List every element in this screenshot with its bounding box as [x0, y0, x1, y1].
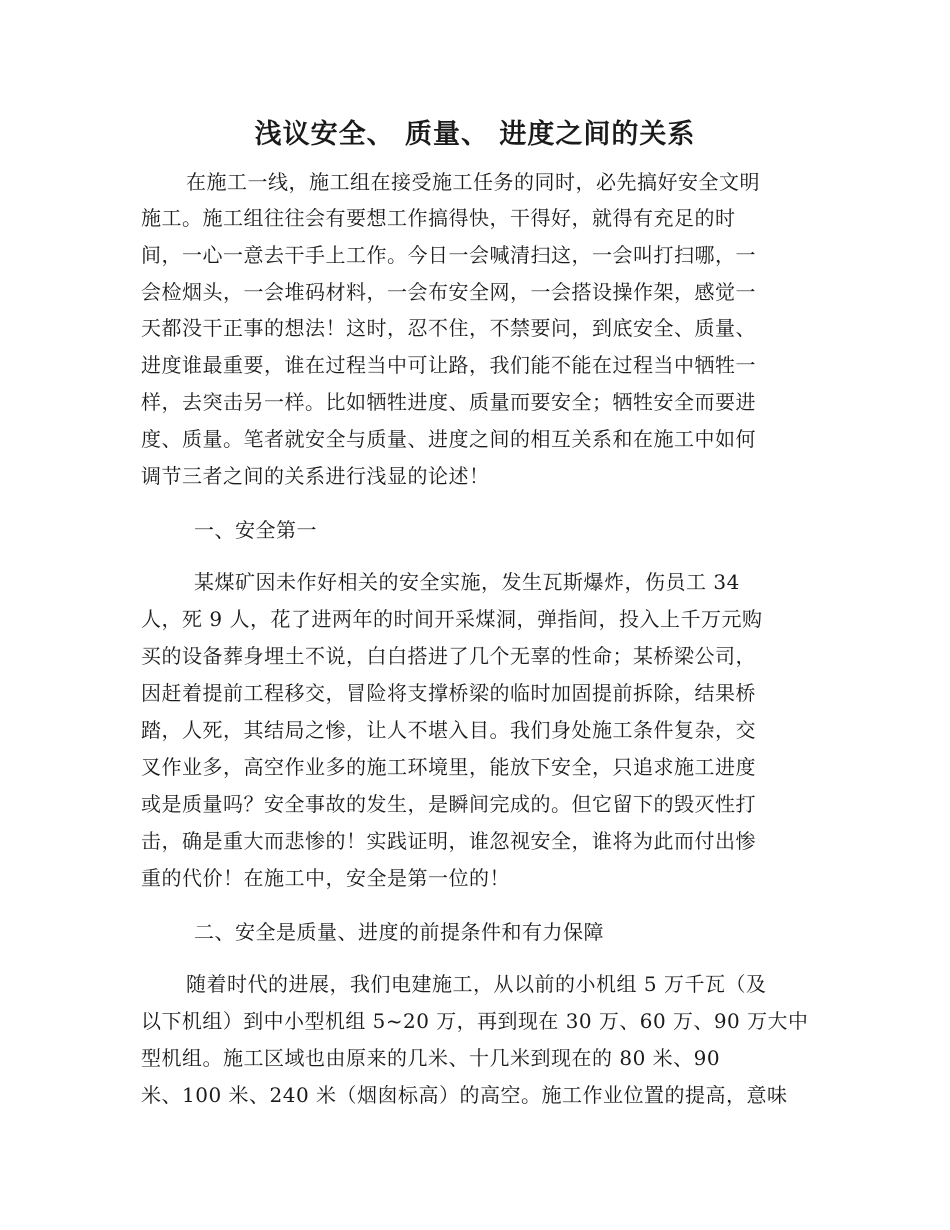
paragraph-2-line: 叉作业多，高空作业多的施工环境里，能放下安全，只追求施工进度 — [141, 755, 756, 779]
paragraph-2-line: 重的代价！在施工中，安全是第一位的！ — [141, 866, 510, 890]
paragraph-1-line: 会检烟头，一会堆码材料，一会布安全网，一会搭设操作架，感觉一 — [141, 280, 756, 304]
paragraph-2-line: 某煤矿因未作好相关的安全实施，发生瓦斯爆炸，伤员工 34 — [194, 570, 740, 594]
paragraph-2-line: 人，死 9 人，花了进两年的时间开采煤洞，弹指间，投入上千万元购 — [141, 607, 763, 631]
paragraph-3-line: 以下机组）到中小型机组 5~20 万，再到现在 30 万、60 万、90 万大中 — [141, 1009, 809, 1033]
paragraph-3-line: 米、100 米、240 米（烟囱标高）的高空。施工作业位置的提高，意味 — [141, 1083, 788, 1107]
paragraph-1-line: 天都没干正事的想法！这时，忍不住，不禁要问，到底安全、质量、 — [141, 316, 756, 340]
section-heading-2: 二、安全是质量、进度的前提条件和有力保障 — [194, 920, 604, 944]
paragraph-2-line: 击，确是重大而悲惨的！实践证明，谁忽视安全，谁将为此而付出惨 — [141, 829, 756, 853]
paragraph-1-line: 在施工一线，施工组在接受施工任务的同时，必先搞好安全文明 — [186, 170, 760, 194]
section-heading-1: 一、安全第一 — [194, 518, 317, 542]
paragraph-1-line: 度、质量。笔者就安全与质量、进度之间的相互关系和在施工中如何 — [141, 427, 756, 451]
paragraph-1-line: 间，一心一意去干手上工作。今日一会喊清扫这，一会叫打扫哪，一 — [141, 243, 756, 267]
paragraph-2-line: 买的设备葬身埋土不说，白白搭进了几个无辜的性命；某桥梁公司， — [141, 644, 756, 668]
paragraph-1-line: 调节三者之间的关系进行浅显的论述！ — [141, 464, 490, 488]
paragraph-2-line: 或是质量吗？安全事故的发生，是瞬间完成的。但它留下的毁灭性打 — [141, 792, 756, 816]
paragraph-1-line: 样，去突击另一样。比如牺牲进度、质量而要安全；牺牲安全而要进 — [141, 390, 756, 414]
document-title: 浅议安全、 质量、 进度之间的关系 — [254, 119, 696, 150]
paragraph-3-line: 型机组。施工区域也由原来的几米、十几米到现在的 80 米、90 — [141, 1046, 721, 1070]
paragraph-2-line: 踏，人死，其结局之惨，让人不堪入目。我们身处施工条件复杂，交 — [141, 718, 756, 742]
paragraph-3-line: 随着时代的进展，我们电建施工，从以前的小机组 5 万千瓦（及 — [186, 972, 767, 996]
paragraph-1-line: 进度谁最重要，谁在过程当中可让路，我们能不能在过程当中牺牲一 — [141, 353, 756, 377]
paragraph-2-line: 因赶着提前工程移交，冒险将支撑桥梁的临时加固提前拆除，结果桥 — [141, 681, 756, 705]
paragraph-1-line: 施工。施工组往往会有要想工作搞得快，干得好，就得有充足的时 — [141, 206, 736, 230]
